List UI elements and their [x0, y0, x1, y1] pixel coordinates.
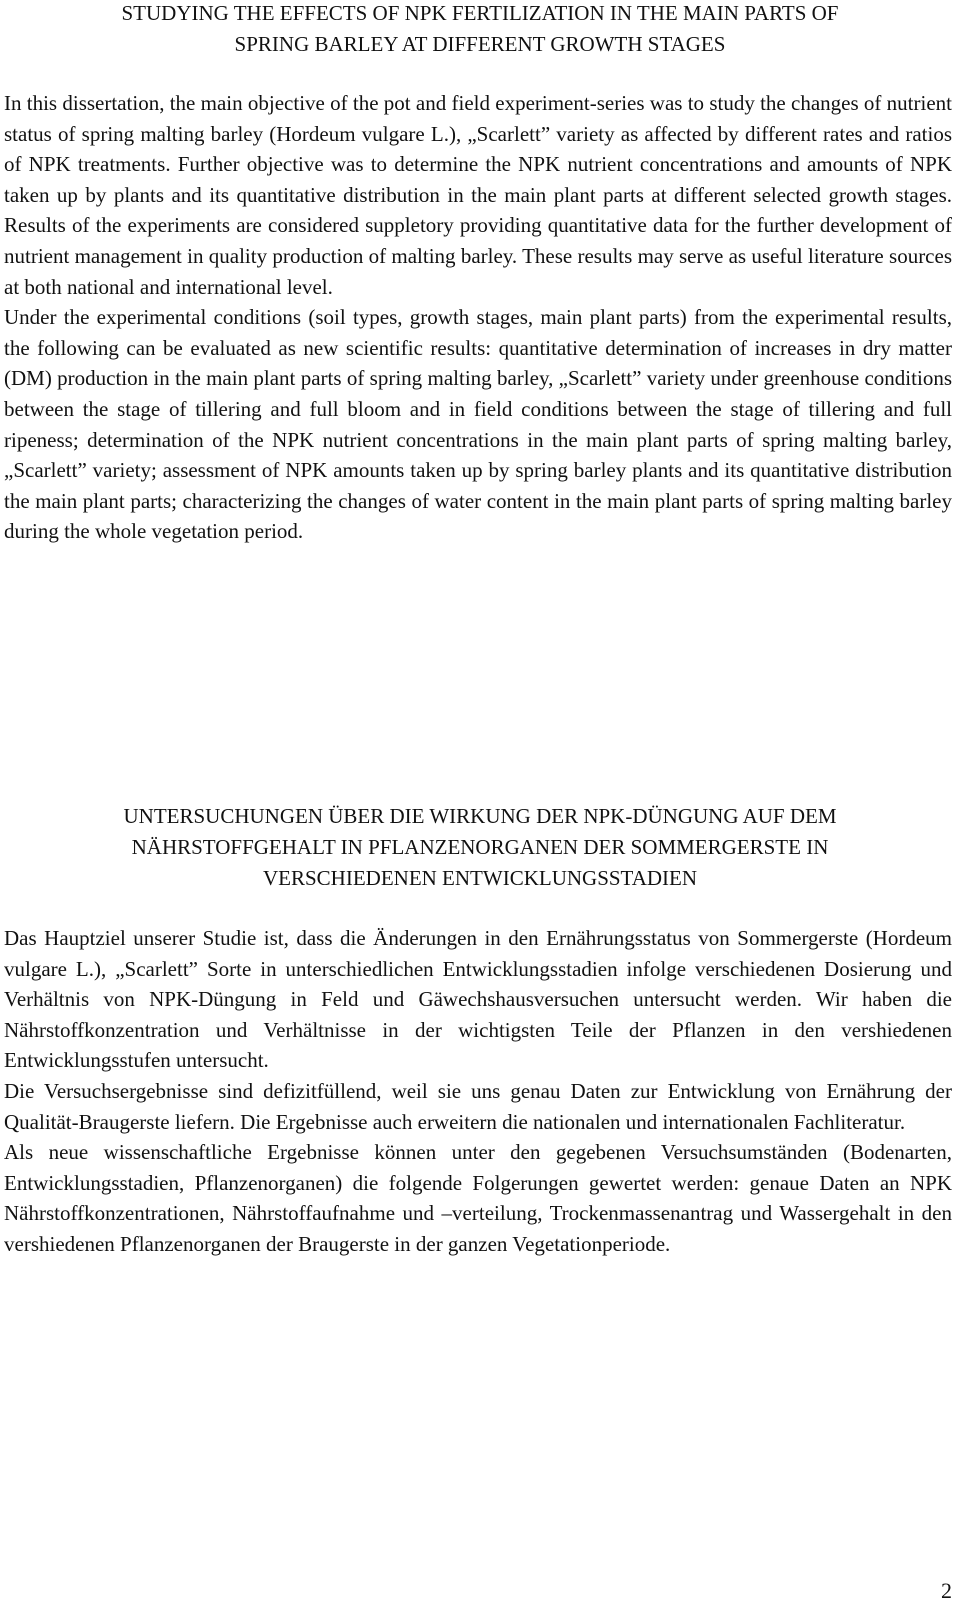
- german-title-line-2: NÄHRSTOFFGEHALT IN PFLANZENORGANEN DER SOMMERGERSTE IN: [131, 835, 829, 859]
- page-number: 2: [941, 1578, 952, 1603]
- english-title: [4, 0, 956, 60]
- english-abstract: [4, 88, 952, 547]
- german-paragraph-3: Als neue wissenschaftliche Ergebnisse können unter den gegebenen Versuchsumständen (Bodenarten, Entwicklungsstadien, Pflanzenorganen) die folgende Folgerungen gewertet werden: genaue Daten an NPK Nährstoffkonzentrationen, Nährstoffaufnahme und –verteilung, Trockenmassenantrag und Wassergehalt in den vershiedenen Pflanzenorganen der Braugerste in der ganzen Vegetationperiode.: [4, 1140, 952, 1256]
- german-title-line-3: VERSCHIEDENEN ENTWICKLUNGSSTADIEN: [262, 866, 698, 890]
- english-paragraph-2: Under the experimental conditions (soil types, growth stages, main plant parts) from the experimental results, the following can be evaluated as new scientific results: quantitative determination of increases in dry matter (DM) production in the main plant parts of spring malting barley, „Scarlett” variety under greenhouse conditions between the stage of tillering and full bloom and in field conditions between the stage of tillering and full ripeness; determination of the NPK nutrient concentrations in the main plant parts of spring malting barley, „Scarlett” variety; assessment of NPK amounts taken up by spring barley plants and its quantitative distribution the main plant parts; characterizing the changes of water content in the main plant parts of spring malting barley during the whole vegetation period.: [4, 305, 952, 544]
- german-paragraph-2: Die Versuchsergebnisse sind defizitfüllend, weil sie uns genau Daten zur Entwicklung von Ernährung der Qualität-Braugerste liefern. Die Ergebnisse auch erweitern die nationalen und internationalen Fachliteratur.: [4, 1078, 952, 1134]
- german-paragraph-1: Das Hauptziel unserer Studie ist, dass die Änderungen in den Ernährungsstatus von Sommergerste (Hordeum vulgare L.), „Scarlett” Sorte in unterschiedlichen Entwicklungsstadien infolge verschiedenen Dosierung und Verhältnis von NPK-Düngung in Feld und Gäwechshausversuchen untersucht werden. Wir haben die Nährstoffkonzentration und Verhältnisse in der wichtigsten Teile der Pflanzen in den vershiedenen Entwicklungsstufen untersucht.: [4, 926, 952, 1073]
- german-title-line-1: UNTERSUCHUNGEN ÜBER DIE WIRKUNG DER NPK-DÜNGUNG AUF DEM: [123, 804, 837, 828]
- english-title-line-2: SPRING BARLEY AT DIFFERENT GROWTH STAGES: [234, 32, 726, 56]
- german-abstract: [4, 923, 952, 1260]
- english-paragraph-1: In this dissertation, the main objective of the pot and field experiment-series was to study the changes of nutrient status of spring malting barley (Hordeum vulgare L.), „Scarlett” variety as affected by different rates and ratios of NPK treatments. Further objective was to determine the NPK nutrient concentrations and amounts of NPK taken up by plants and its quantitative distribution in the main plant parts at different selected growth stages. Results of the experiments are considered suppletory providing quantitative data for the further development of nutrient management in quality production of malting barley. These results may serve as useful literature sources at both national and international level.: [4, 91, 952, 299]
- german-title: [4, 801, 956, 894]
- english-title-line-1: STUDYING THE EFFECTS OF NPK FERTILIZATION IN THE MAIN PARTS OF: [121, 1, 839, 25]
